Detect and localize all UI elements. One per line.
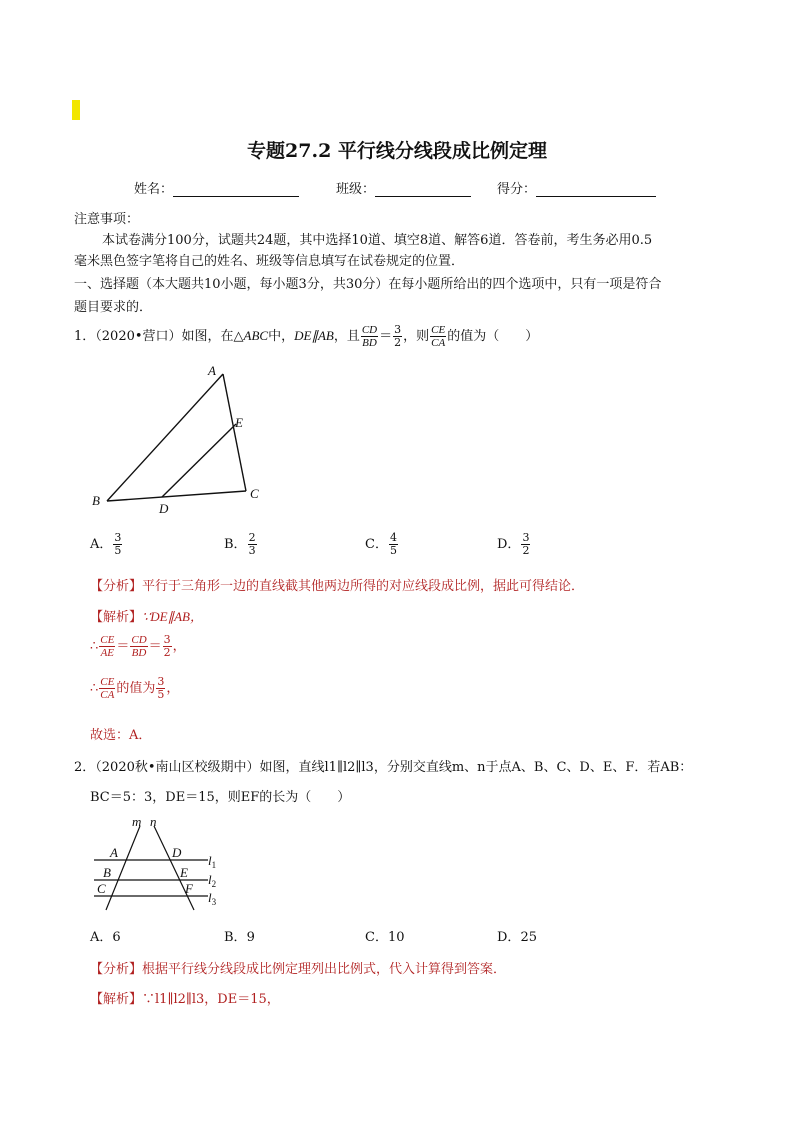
q1-option-a-fraction: $\frac{3}{5}$ — [114, 531, 122, 557]
section-heading-line-2: 题目要求的． — [74, 300, 153, 315]
q2-option-d[interactable]: D．25 — [497, 930, 537, 945]
label-c: C — [97, 881, 106, 896]
step3-fraction-3-5: $\frac{3}{5}$ — [157, 675, 165, 701]
q2-option-b[interactable]: B．9 — [224, 930, 255, 945]
q1-option-c[interactable]: C． $\frac{4}{5}$ — [365, 531, 397, 557]
q1-solution-text: ∵DE∥AB， — [142, 609, 203, 624]
notice-line-2: 毫米黑色签字笔将自己的姓名、班级等信息填写在试卷规定的位置． — [74, 254, 465, 269]
side-ab — [107, 374, 223, 501]
label-l1: $l_1$ — [208, 853, 217, 870]
q1-fraction-cd-bd: $\frac{CD}{BD}$ — [361, 324, 378, 349]
q1-analysis-text: 平行于三角形一边的直线截其他两边所得的对应线段成比例，据此可得结论． — [142, 579, 585, 594]
name-label: 姓名： — [134, 182, 174, 197]
label-d: D — [159, 501, 169, 516]
label-d: D — [172, 845, 182, 860]
line-m — [106, 826, 140, 910]
label-e: E — [235, 415, 243, 430]
q2-option-c[interactable]: C．10 — [365, 930, 405, 945]
line-n — [154, 826, 194, 910]
q1-option-b-fraction: $\frac{2}{3}$ — [248, 531, 256, 557]
q1-solution-tag: 【解析】 — [90, 610, 143, 625]
q1-fraction-ce-ca: $\frac{CE}{CA}$ — [431, 324, 446, 349]
q1-option-b[interactable]: B． $\frac{2}{3}$ — [224, 531, 256, 557]
label-l2: $l_2$ — [208, 872, 217, 889]
q2-solution-text: ∵l1∥l2∥l3，DE＝15， — [142, 992, 280, 1007]
q2-analysis — [90, 958, 506, 977]
q1-and: ，且 — [333, 329, 360, 344]
label-a: A — [208, 363, 216, 378]
q1-analysis-tag: 【分析】 — [90, 579, 143, 594]
q1-equals: ＝ — [379, 329, 393, 344]
q1-prefix: 1．（2020•营口）如图，在△ — [74, 329, 244, 344]
label-a: A — [110, 845, 118, 860]
step3-fraction-ce-ca: $\frac{CE}{CA}$ — [100, 676, 115, 701]
label-b: B — [92, 493, 100, 508]
label-e: E — [180, 865, 188, 880]
q1-suffix: 的值为（ ） — [447, 329, 539, 344]
q1-fraction-3-2: $\frac{3}{2}$ — [394, 323, 402, 349]
q1-abc: ABC — [243, 328, 269, 343]
class-blank[interactable] — [375, 182, 471, 197]
notice-heading: 注意事项： — [74, 212, 140, 227]
q1-option-d-fraction: $\frac{3}{2}$ — [522, 531, 530, 557]
q2-stem-line-1: 2．（2020秋•南山区校级期中）如图，直线l1∥l2∥l3，分别交直线m、n于点A、B、C、D、E、F．若AB： — [74, 760, 693, 775]
score-label: 得分： — [497, 182, 537, 197]
score-blank[interactable] — [536, 182, 656, 197]
q2-stem-line-2: BC＝5：3，DE＝15，则EF的长为（ ） — [90, 790, 351, 805]
q1-solution-step-2: ∴ $\frac{CE}{AE}$ ＝ $\frac{CD}{BD}$ ＝ $\frac{3}{2}$ ， — [90, 633, 186, 659]
q1-analysis — [90, 575, 584, 594]
q1-triangle-figure — [80, 358, 280, 518]
label-l3: $l_3$ — [208, 890, 217, 907]
q1-answer: 故选：A． — [90, 728, 152, 743]
label-f: F — [185, 881, 193, 896]
step2-fraction-3-2: $\frac{3}{2}$ — [163, 633, 171, 659]
segment-de — [162, 424, 236, 497]
page-title: 专题27.2 平行线分线段成比例定理 — [247, 140, 547, 162]
q1-option-c-fraction: $\frac{4}{5}$ — [389, 531, 397, 557]
q2-solution-tag: 【解析】 — [90, 992, 143, 1007]
label-b: B — [103, 865, 111, 880]
step2-fraction-ce-ae: $\frac{CE}{AE}$ — [100, 634, 115, 659]
q1-solution-step-3: ∴ $\frac{CE}{CA}$ 的值为 $\frac{3}{5}$ ， — [90, 675, 180, 701]
class-label: 班级： — [336, 182, 376, 197]
q2-parallel-lines-figure — [88, 814, 238, 914]
q2-option-a[interactable]: A．6 — [90, 930, 121, 945]
step2-fraction-cd-bd: $\frac{CD}{BD}$ — [131, 634, 147, 659]
q2-solution — [90, 988, 280, 1007]
q2-analysis-tag: 【分析】 — [90, 962, 143, 977]
section-heading-line-1: 一、选择题（本大题共10小题，每小题3分，共30分）在每小题所给出的四个选项中，只有一项是符合 — [74, 277, 662, 292]
score-field[interactable] — [497, 178, 656, 197]
name-blank[interactable] — [173, 182, 299, 197]
q2-analysis-text: 根据平行线分线段成比例定理列出比例式，代入计算得到答案． — [142, 962, 507, 977]
label-m: m — [132, 814, 142, 829]
q1-stem — [74, 324, 538, 349]
q1-option-a[interactable]: A． $\frac{3}{5}$ — [90, 531, 122, 557]
notice-line-1: 本试卷满分100分，试题共24题，其中选择10道、填空8道、解答6道．答卷前，考生务必用0.5 — [102, 233, 653, 248]
q1-de-ab: DE∥AB — [294, 328, 334, 343]
class-field[interactable] — [336, 178, 471, 197]
highlight-marker — [72, 100, 80, 120]
name-field[interactable] — [134, 178, 299, 197]
q1-solution — [90, 606, 203, 625]
side-bc — [107, 491, 246, 501]
label-c: C — [250, 486, 259, 501]
q1-mid: 中， — [268, 329, 295, 344]
q1-then: ，则 — [403, 329, 430, 344]
q1-option-d[interactable]: D． $\frac{3}{2}$ — [497, 531, 530, 557]
label-n: n — [150, 814, 157, 829]
